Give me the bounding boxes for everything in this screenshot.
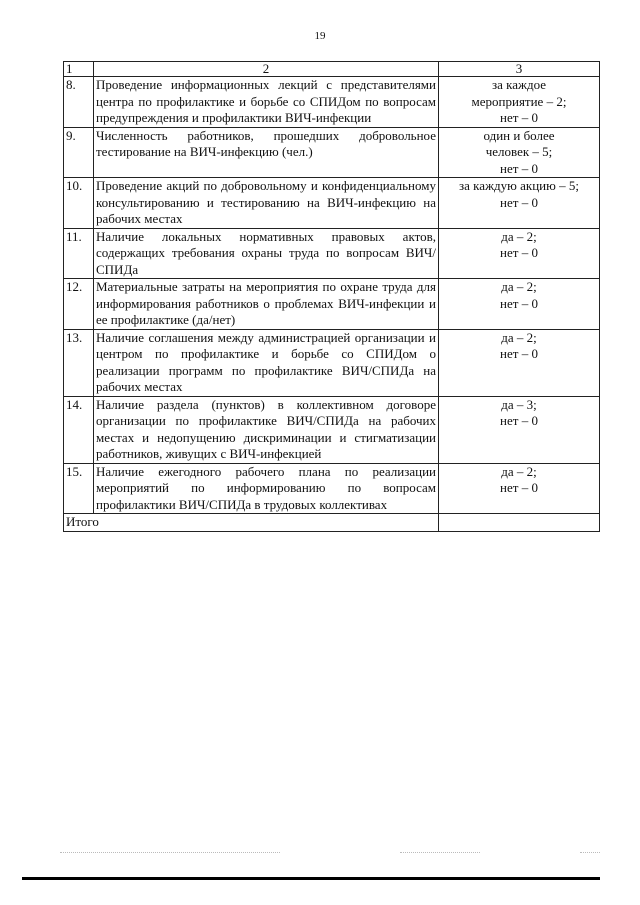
score-line: человек – 5; — [485, 144, 553, 159]
table-row — [64, 77, 600, 128]
criterion-text: Численность работников, прошедших добровольное тестирование на ВИЧ-инфекцию (чел.) — [94, 127, 439, 178]
score-line: нет – 0 — [500, 194, 538, 210]
score-cell — [439, 178, 600, 229]
score-cell — [439, 279, 600, 330]
row-number: 13. — [64, 329, 94, 396]
score-line: нет – 0 — [500, 413, 538, 428]
table-row — [64, 396, 600, 463]
footer-rule — [22, 877, 600, 880]
score-line: нет – 0 — [500, 346, 538, 361]
row-number: 15. — [64, 463, 94, 514]
table-row — [64, 178, 600, 229]
table-header-row — [64, 62, 600, 77]
score-line: нет – 0 — [500, 245, 538, 260]
score-cell — [439, 127, 600, 178]
score-line: за каждую акцию – 5; — [459, 178, 579, 193]
row-number: 11. — [64, 228, 94, 279]
score-line: да – 2; — [501, 329, 537, 345]
score-cell — [439, 463, 600, 514]
row-number: 12. — [64, 279, 94, 330]
score-line: нет – 0 — [500, 480, 538, 495]
criterion-text: Наличие локальных нормативных правовых актов, содержащих требования охраны труда по вопросам ВИЧ/СПИДа — [94, 228, 439, 279]
score-line: да – 2; — [501, 279, 537, 294]
criterion-text: Наличие раздела (пунктов) в коллективном договоре организации по профилактике ВИЧ/СПИДа на рабочих местах и недопущению дискриминации и стигматизации работников, живущих с ВИЧ-инфекцией — [94, 396, 439, 463]
header-col-2: 2 — [94, 62, 439, 77]
score-line: нет – 0 — [500, 160, 538, 176]
table-row — [64, 127, 600, 178]
scan-artifact — [400, 852, 480, 853]
criterion-text: Наличие соглашения между администрацией организации и центром по профилактике и борьбе со СПИДом о реализации программ по профилактике ВИЧ/СПИДа на рабочих местах — [94, 329, 439, 396]
score-line: да – 2; — [501, 463, 537, 479]
row-number: 10. — [64, 178, 94, 229]
criterion-text: Проведение акций по добровольному и конфиденциальному консультированию и тестированию на ВИЧ-инфекцию на рабочих местах — [94, 178, 439, 229]
score-line: за каждое — [491, 77, 547, 92]
scan-artifact — [60, 852, 280, 853]
header-col-1: 1 — [64, 62, 94, 77]
total-value — [439, 514, 600, 532]
total-label: Итого — [64, 514, 439, 532]
row-number: 9. — [64, 127, 94, 178]
criterion-text: Наличие ежегодного рабочего плана по реализации мероприятий по информированию по вопросам профилактики ВИЧ/СПИДа в трудовых коллективах — [94, 463, 439, 514]
score-line: да – 2; — [501, 228, 537, 244]
row-number: 14. — [64, 396, 94, 463]
score-cell — [439, 228, 600, 279]
table-row — [64, 329, 600, 396]
score-line: один и более — [483, 127, 555, 143]
score-line: да – 3; — [501, 396, 537, 412]
row-number: 8. — [64, 77, 94, 128]
score-cell — [439, 396, 600, 463]
table-row — [64, 228, 600, 279]
header-col-3: 3 — [439, 62, 600, 77]
table-row — [64, 463, 600, 514]
total-row — [64, 514, 600, 532]
score-line: нет – 0 — [500, 295, 538, 311]
score-cell — [439, 329, 600, 396]
criterion-text: Проведение информационных лекций с представителями центра по профилактике и борьбе со СПИДом по вопросам предупреждения и профилактики ВИЧ-инфекции — [94, 77, 439, 128]
scan-artifact — [580, 852, 600, 853]
scoring-table — [63, 61, 600, 532]
page-number: 19 — [314, 30, 326, 42]
score-line: мероприятие – 2; — [471, 93, 567, 109]
score-cell — [439, 77, 600, 128]
score-line: нет – 0 — [500, 110, 538, 125]
criterion-text: Материальные затраты на мероприятия по охране труда для информирования работников о проблемах ВИЧ-инфекции и ее профилактике (да/нет) — [94, 279, 439, 330]
table-row — [64, 279, 600, 330]
